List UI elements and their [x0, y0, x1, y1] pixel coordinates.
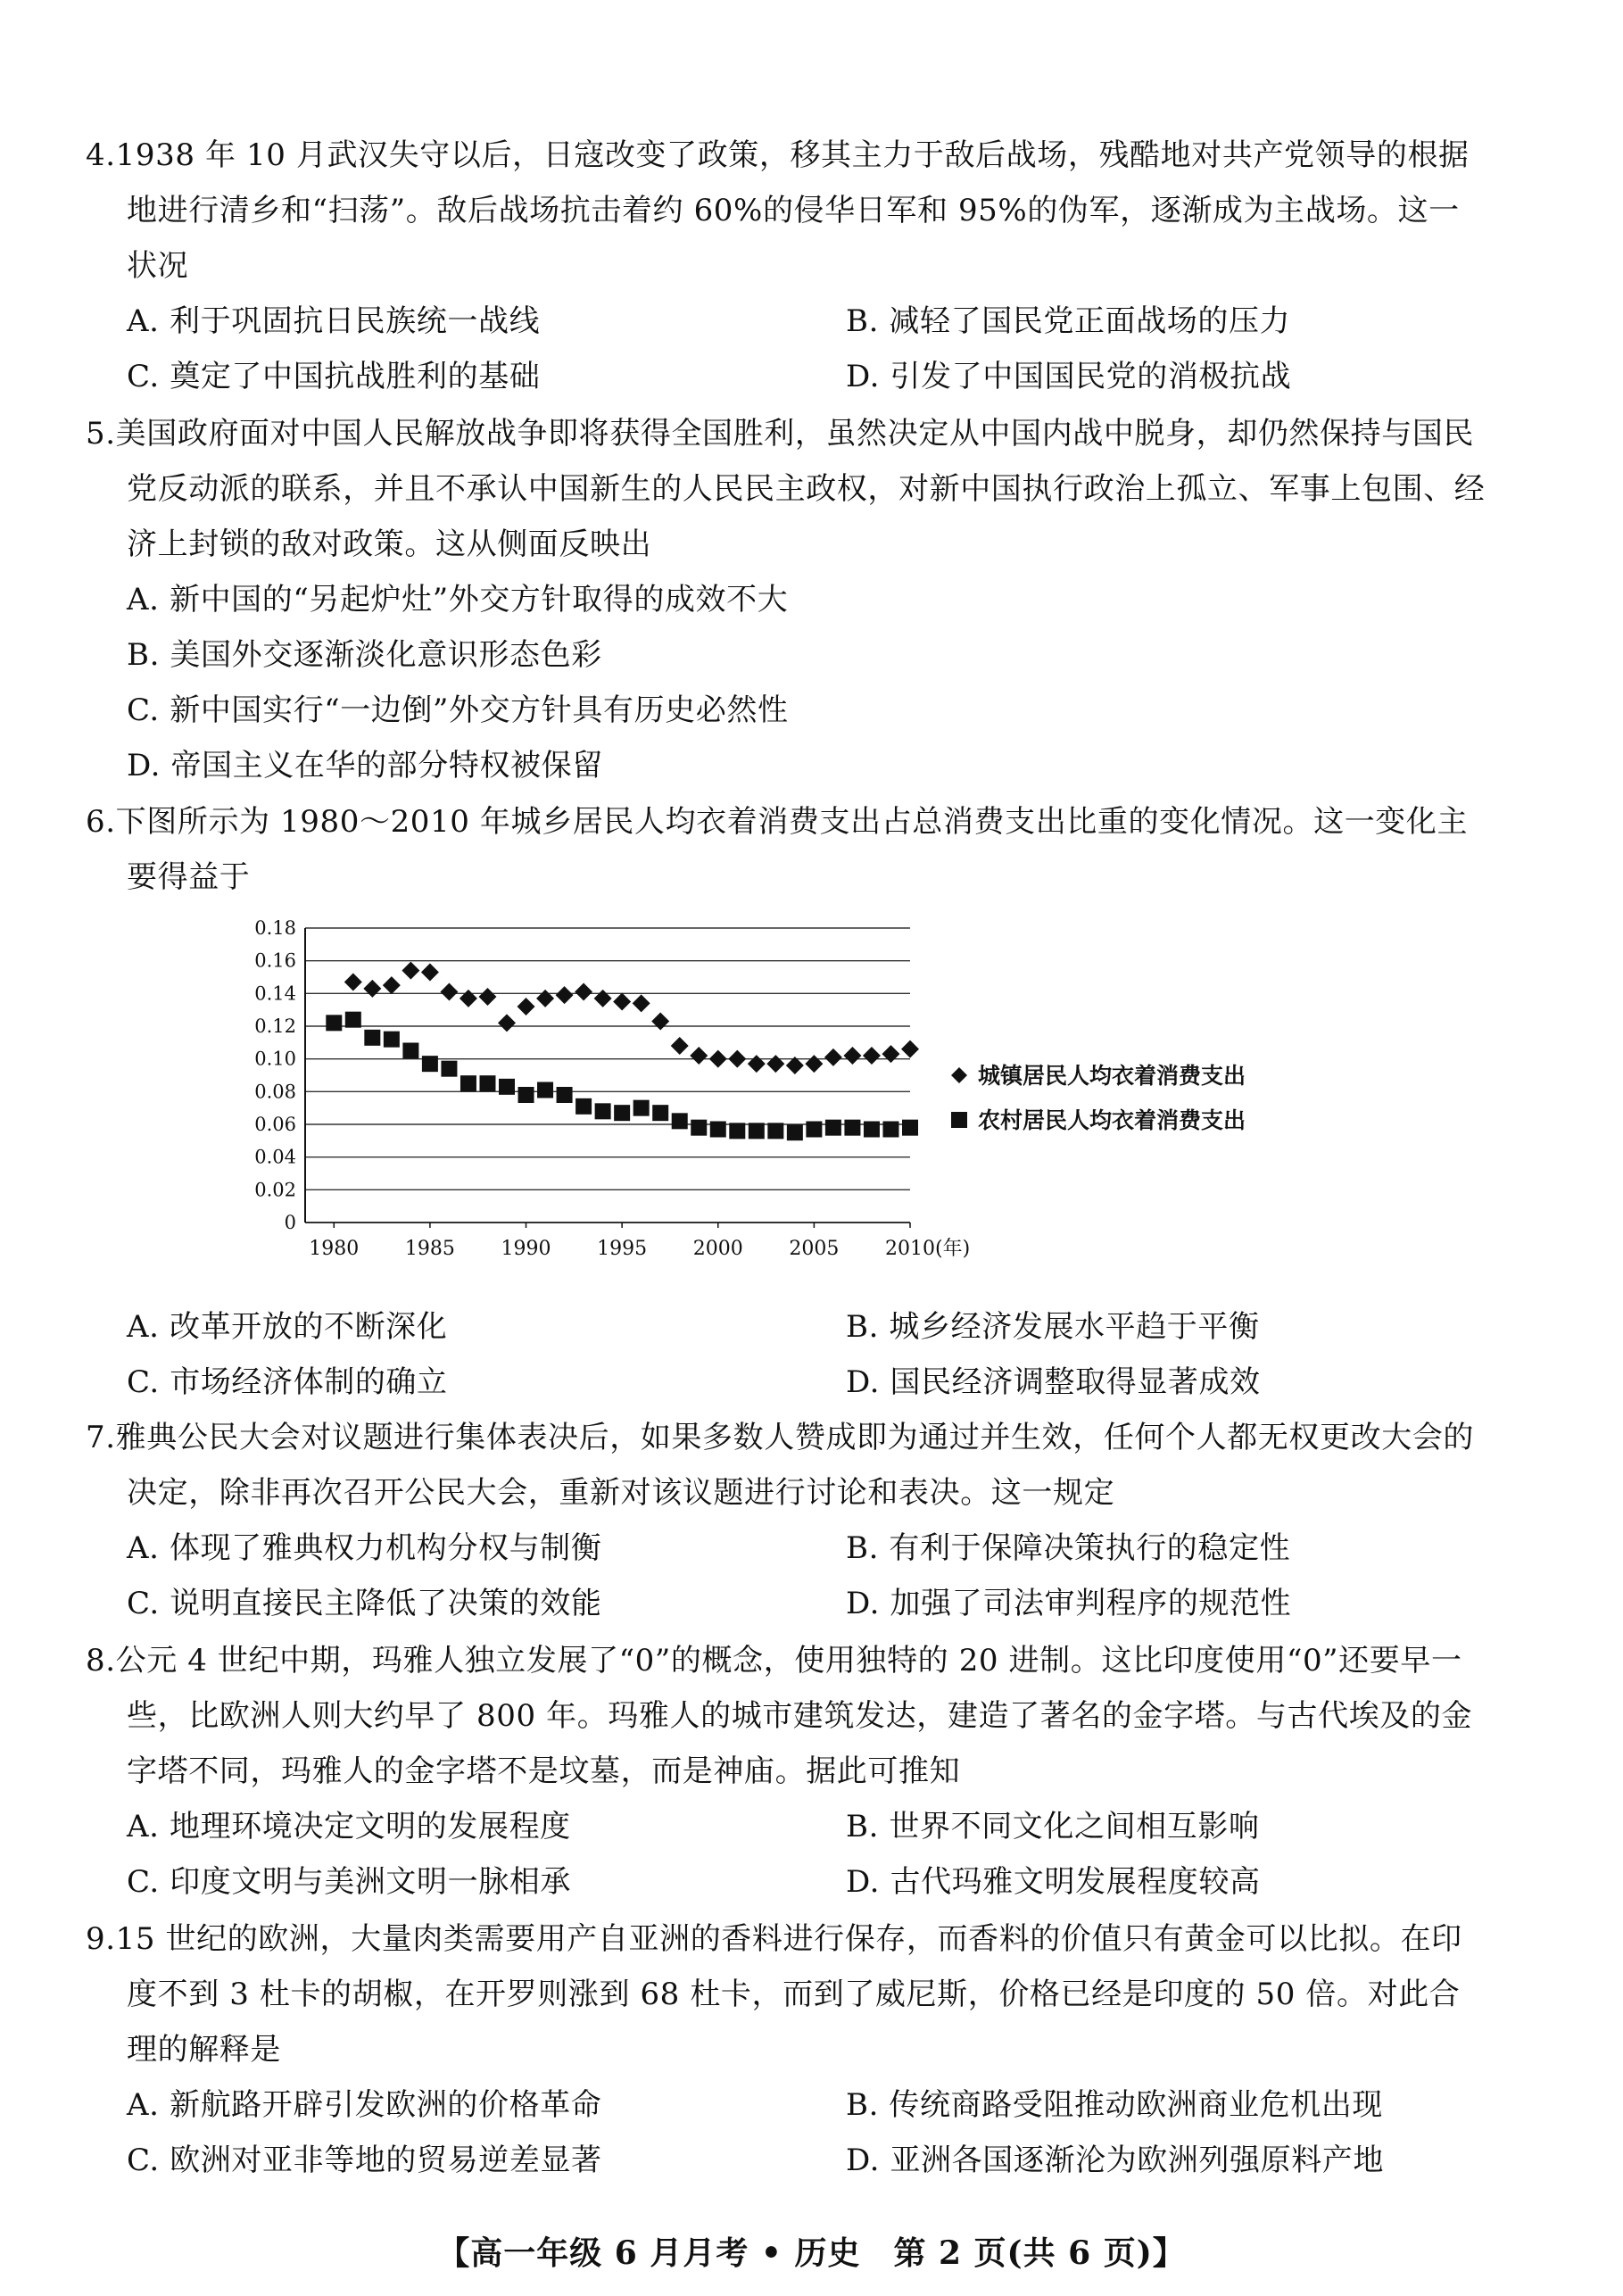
question-5-stem: 5.美国政府面对中国人民解放战争即将获得全国胜利，虽然决定从中国内战中脱身，却仍然保持与国民党反动派的联系，并且不承认中国新生的人民民主政权，对新中国执行政治上孤立、军事上包围、经济上封锁的敌对政策。这从侧面反映出: [86, 416, 1486, 562]
data-point-urban: [633, 994, 650, 1012]
question-7-options: [86, 1521, 1486, 1631]
x-tick-label: 1995: [597, 1238, 648, 1260]
option-d: D. 国民经济调整取得显著成效: [846, 1364, 1261, 1400]
data-point-rural: [479, 1075, 495, 1091]
data-point-rural: [672, 1113, 688, 1129]
x-tick-label: 1980: [309, 1238, 360, 1260]
data-point-rural: [652, 1105, 668, 1121]
data-point-rural: [614, 1105, 630, 1121]
option-d: D. 帝国主义在华的部分特权被保留: [127, 748, 603, 783]
option-c: C. 欧洲对亚非等地的贸易逆差显著: [127, 2143, 602, 2178]
data-point-urban: [478, 988, 496, 1006]
data-point-urban: [843, 1047, 861, 1065]
data-point-rural: [557, 1087, 573, 1103]
data-point-rural: [767, 1123, 783, 1139]
question-4-stem: 4.1938 年 10 月武汉失守以后，日寇改变了政策，移其主力于敌后战场，残酷地对共产党领导的根据地进行清乡和“扫荡”。敌后战场抗击着约 60%的侵华日军和 95%的伪军，逐渐成为主战场。这一状况: [86, 137, 1470, 284]
option-b: B. 减轻了国民党正面战场的压力: [846, 303, 1291, 339]
data-point-rural: [460, 1075, 476, 1091]
data-point-rural: [384, 1032, 400, 1048]
option-b: B. 世界不同文化之间相互影响: [846, 1809, 1260, 1844]
option-d: D. 亚洲各国逐渐沦为欧洲列强原料产地: [846, 2143, 1385, 2178]
data-point-urban: [651, 1013, 669, 1031]
data-point-rural: [576, 1098, 592, 1115]
data-point-rural: [422, 1056, 438, 1072]
x-tick-label: 2010(年): [885, 1238, 971, 1260]
option-d: D. 加强了司法审判程序的规范性: [846, 1586, 1292, 1621]
data-point-rural: [326, 1015, 342, 1031]
consumption-chart: [241, 910, 1347, 1285]
data-point-rural: [825, 1120, 841, 1136]
data-point-rural: [806, 1122, 822, 1138]
data-point-urban: [690, 1047, 708, 1065]
data-point-rural: [537, 1082, 553, 1098]
question-8-options: [86, 1799, 1486, 1910]
data-point-rural: [364, 1030, 380, 1046]
y-tick-label: 0.08: [254, 1081, 296, 1103]
data-point-rural: [749, 1123, 765, 1139]
data-point-urban: [613, 993, 631, 1011]
y-tick-label: 0.18: [254, 917, 296, 939]
question-9: [86, 1911, 1486, 2188]
data-point-rural: [499, 1079, 515, 1095]
option-b: B. 城乡经济发展水平趋于平衡: [846, 1309, 1260, 1345]
question-9-options: [86, 2077, 1486, 2188]
option-c: C. 市场经济体制的确立: [127, 1364, 448, 1400]
question-8: [86, 1633, 1486, 1910]
data-point-urban: [402, 962, 419, 980]
option-a: A. 改革开放的不断深化: [127, 1309, 448, 1345]
question-4-options: [86, 294, 1486, 404]
option-b: B. 有利于保障决策执行的稳定性: [846, 1530, 1291, 1566]
option-a: A. 地理环境决定文明的发展程度: [127, 1809, 571, 1844]
option-c: C. 印度文明与美洲文明一脉相承: [127, 1864, 572, 1900]
data-point-rural: [633, 1100, 650, 1116]
legend-label: 城镇居民人均衣着消费支出: [978, 1063, 1246, 1089]
legend-label: 农村居民人均衣着消费支出: [978, 1107, 1246, 1133]
y-tick-label: 0.02: [254, 1179, 296, 1201]
question-9-stem: 9.15 世纪的欧洲，大量肉类需要用产自亚洲的香料进行保存，而香料的价值只有黄金可以比拟。在印度不到 3 杜卡的胡椒，在开罗则涨到 68 杜卡，而到了威尼斯，价格已经是印度的 50 倍。对此合理的解释是: [86, 1921, 1462, 2068]
data-point-urban: [498, 1014, 516, 1032]
y-tick-label: 0: [284, 1212, 296, 1233]
data-point-urban: [421, 964, 439, 982]
data-point-rural: [595, 1103, 611, 1119]
legend-marker-rural: [951, 1112, 967, 1128]
data-point-rural: [787, 1124, 803, 1140]
option-a: A. 体现了雅典权力机构分权与制衡: [127, 1530, 602, 1566]
data-point-rural: [518, 1087, 534, 1103]
option-b: B. 美国外交逐渐淡化意识形态色彩: [127, 637, 602, 673]
data-point-urban: [824, 1049, 842, 1066]
option-a: A. 利于巩固抗日民族统一战线: [127, 303, 541, 339]
data-point-rural: [844, 1120, 860, 1136]
x-tick-label: 1990: [501, 1238, 551, 1260]
data-point-rural: [729, 1123, 745, 1139]
question-6: [86, 794, 1486, 905]
option-a: A. 新中国的“另起炉灶”外交方针取得的成效不大: [127, 582, 789, 618]
option-c: C. 说明直接民主降低了决策的效能: [127, 1586, 602, 1621]
data-point-urban: [709, 1050, 727, 1068]
option-d: D. 古代玛雅文明发展程度较高: [846, 1864, 1261, 1900]
data-point-urban: [575, 983, 592, 1001]
data-point-rural: [882, 1122, 898, 1138]
data-point-urban: [383, 976, 401, 994]
data-point-urban: [728, 1050, 746, 1068]
data-point-urban: [460, 990, 477, 1007]
question-4: [86, 128, 1486, 404]
x-tick-label: 2005: [789, 1238, 840, 1260]
option-d: D. 引发了中国国民党的消极抗战: [846, 359, 1292, 394]
data-point-rural: [441, 1061, 457, 1077]
question-7: [86, 1410, 1486, 1631]
x-tick-label: 1985: [404, 1238, 455, 1260]
option-a: A. 新航路开辟引发欧洲的价格革命: [127, 2087, 602, 2123]
data-point-rural: [402, 1043, 418, 1059]
question-5: [86, 406, 1486, 793]
data-point-urban: [766, 1055, 784, 1073]
data-point-urban: [748, 1055, 766, 1073]
data-point-urban: [882, 1045, 899, 1063]
y-tick-label: 0.12: [254, 1015, 296, 1037]
y-tick-label: 0.06: [254, 1114, 296, 1135]
data-point-urban: [363, 980, 381, 998]
data-point-urban: [901, 1040, 919, 1058]
legend-marker-urban: [951, 1067, 967, 1083]
option-c: C. 奠定了中国抗战胜利的基础: [127, 359, 541, 394]
question-5-options: [86, 572, 1486, 793]
y-tick-label: 0.10: [254, 1048, 296, 1070]
data-point-urban: [556, 986, 574, 1004]
data-point-urban: [344, 974, 362, 991]
data-point-urban: [536, 990, 554, 1007]
y-tick-label: 0.04: [254, 1146, 296, 1168]
question-6-options: [86, 1299, 1486, 1410]
x-tick-label: 2000: [692, 1238, 743, 1260]
question-6-options-block: [86, 1299, 1486, 1410]
data-point-rural: [864, 1122, 880, 1138]
question-6-stem: 6.下图所示为 1980～2010 年城乡居民人均衣着消费支出占总消费支出比重的变化情况。这一变化主要得益于: [86, 804, 1469, 895]
data-point-urban: [594, 990, 612, 1007]
chart-svg: [241, 910, 1347, 1285]
question-7-stem: 7.雅典公民大会对议题进行集体表决后，如果多数人赞成即为通过并生效，任何个人都无权更改大会的决定，除非再次召开公民大会，重新对该议题进行讨论和表决。这一规定: [86, 1420, 1475, 1511]
y-tick-label: 0.16: [254, 949, 296, 972]
option-c: C. 新中国实行“一边倒”外交方针具有历史必然性: [127, 692, 789, 728]
data-point-rural: [710, 1122, 726, 1138]
data-point-urban: [671, 1037, 689, 1055]
data-point-urban: [518, 998, 535, 1015]
option-b: B. 传统商路受阻推动欧洲商业危机出现: [846, 2087, 1383, 2123]
data-point-rural: [691, 1120, 707, 1136]
data-point-rural: [902, 1120, 918, 1136]
data-point-urban: [863, 1047, 881, 1065]
page-footer: 【高一年级 6 月月考 • 历史 第 2 页(共 6 页)】: [437, 2234, 1186, 2272]
y-tick-label: 0.14: [254, 982, 296, 1005]
data-point-urban: [440, 983, 458, 1001]
data-point-urban: [805, 1055, 823, 1073]
data-point-rural: [345, 1012, 361, 1028]
question-8-stem: 8.公元 4 世纪中期，玛雅人独立发展了“0”的概念，使用独特的 20 进制。这比印度使用“0”还要早一些，比欧洲人则大约早了 800 年。玛雅人的城市建筑发达，建造了著名的金字塔。与古代埃及的金字塔不同，玛雅人的金字塔不是坟墓，而是神庙。据此可推知: [86, 1643, 1473, 1789]
